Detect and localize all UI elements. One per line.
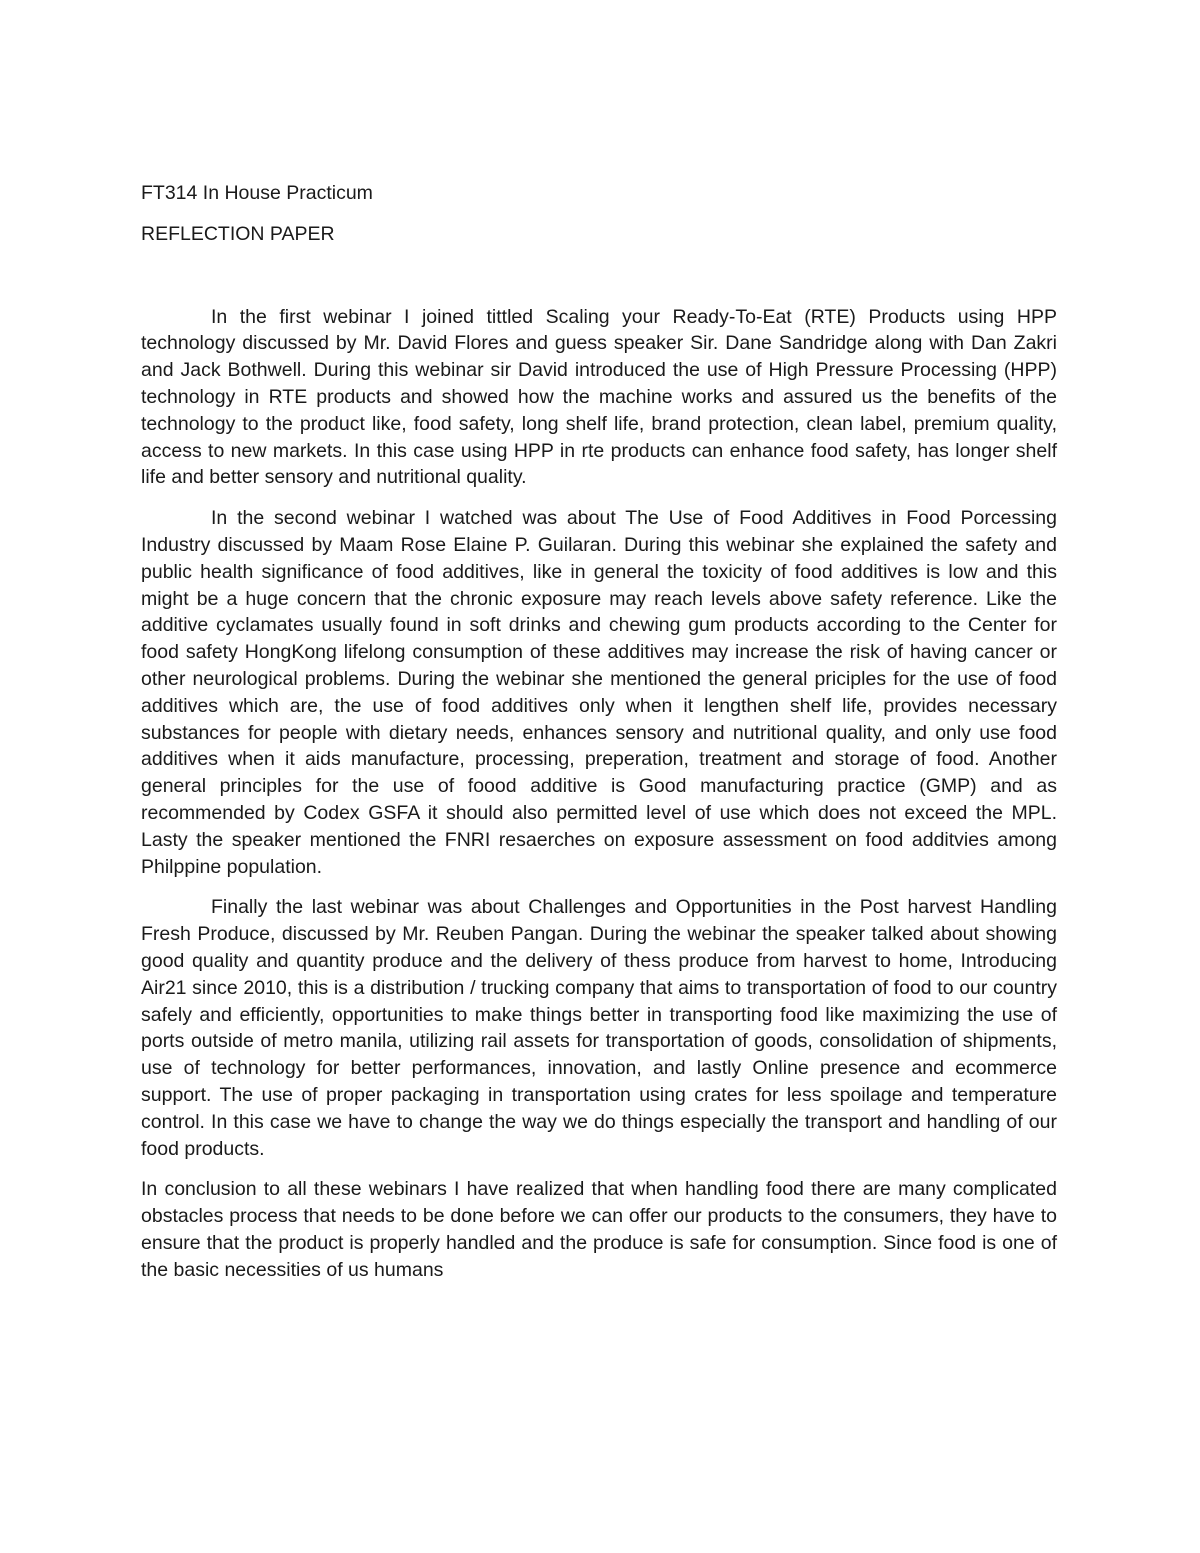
document-body [141, 180, 1057, 1297]
paragraph-first-webinar: In the first webinar I joined tittled Scaling your Ready-To-Eat (RTE) Products using HPP technology discussed by Mr. David Flores and guess speaker Sir. Dane Sandridge along with Dan Zakri and Jack Bothwell. During this webinar sir David introduced the use of High Pressure Processing (HPP) technology in RTE products and showed how the machine works and assured us the benefits of the technology to the product like, food safety, long shelf life, brand protection, clean label, premium quality, access to new markets. In this case using HPP in rte products can enhance food safety, has longer shelf life and better sensory and nutritional quality. [141, 305, 1057, 489]
paragraph-second-webinar: In the second webinar I watched was about The Use of Food Additives in Food Porcessing Industry discussed by Maam Rose Elaine P. Guilaran. During this webinar she explained the safety and public health significance of food additives, like in general the toxicity of food additives is low and this might be a huge concern that the chronic exposure may reach levels above safety reference. Like the additive cyclamates usually found in soft drinks and chewing gum products according to the Center for food safety HongKong lifelong consumption of these additives may increase the risk of having cancer or other neurological problems. During the webinar she mentioned the general priciples for the use of food additives which are, the use of food additives only when it lengthen shelf life, provides necessary substances for people with dietary needs, enhances sensory and nutritional quality, and only use food additives when it aids manufacture, processing, preperation, treatment and storage of food. Another general principles for the use of foood additive is Good manufacturing practice (GMP) and as recommended by Codex GSFA it should also permitted level of use which does not exceed the MPL. Lasty the speaker mentioned the FNRI resaerches on exposure assessment on food additvies among Philppine population. [141, 507, 1057, 878]
paragraph-conclusion: In conclusion to all these webinars I have realized that when handling food there are many complicated obstacles process that needs to be done before we can offer our products to the consumers, they have to ensure that the product is properly handled and the produce is safe for consumption. Since food is one of the basic necessities of us humans [141, 1178, 1057, 1281]
course-title: FT314 In House Practicum [141, 182, 373, 204]
paper-title: REFLECTION PAPER [141, 222, 335, 245]
paragraph-third-webinar: Finally the last webinar was about Challenges and Opportunities in the Post harvest Handling Fresh Produce, discussed by Mr. Reuben Pangan. During the webinar the speaker talked about showing good quality and quantity produce and the delivery of thess produce from harvest to home, Introducing Air21 since 2010, this is a distribution / trucking company that aims to transportation of food to our country safely and efficiently, opportunities to make things better in transporting food like maximizing the use of ports outside of metro manila, utilizing rail assets for transportation of goods, consolidation of shipments, use of technology for better performances, innovation, and lastly Online presence and ecommerce support. The use of proper packaging in transportation using crates for less spoilage and temperature control. In this case we have to change the way we do things especially the transport and handling of our food products. [141, 896, 1057, 1160]
